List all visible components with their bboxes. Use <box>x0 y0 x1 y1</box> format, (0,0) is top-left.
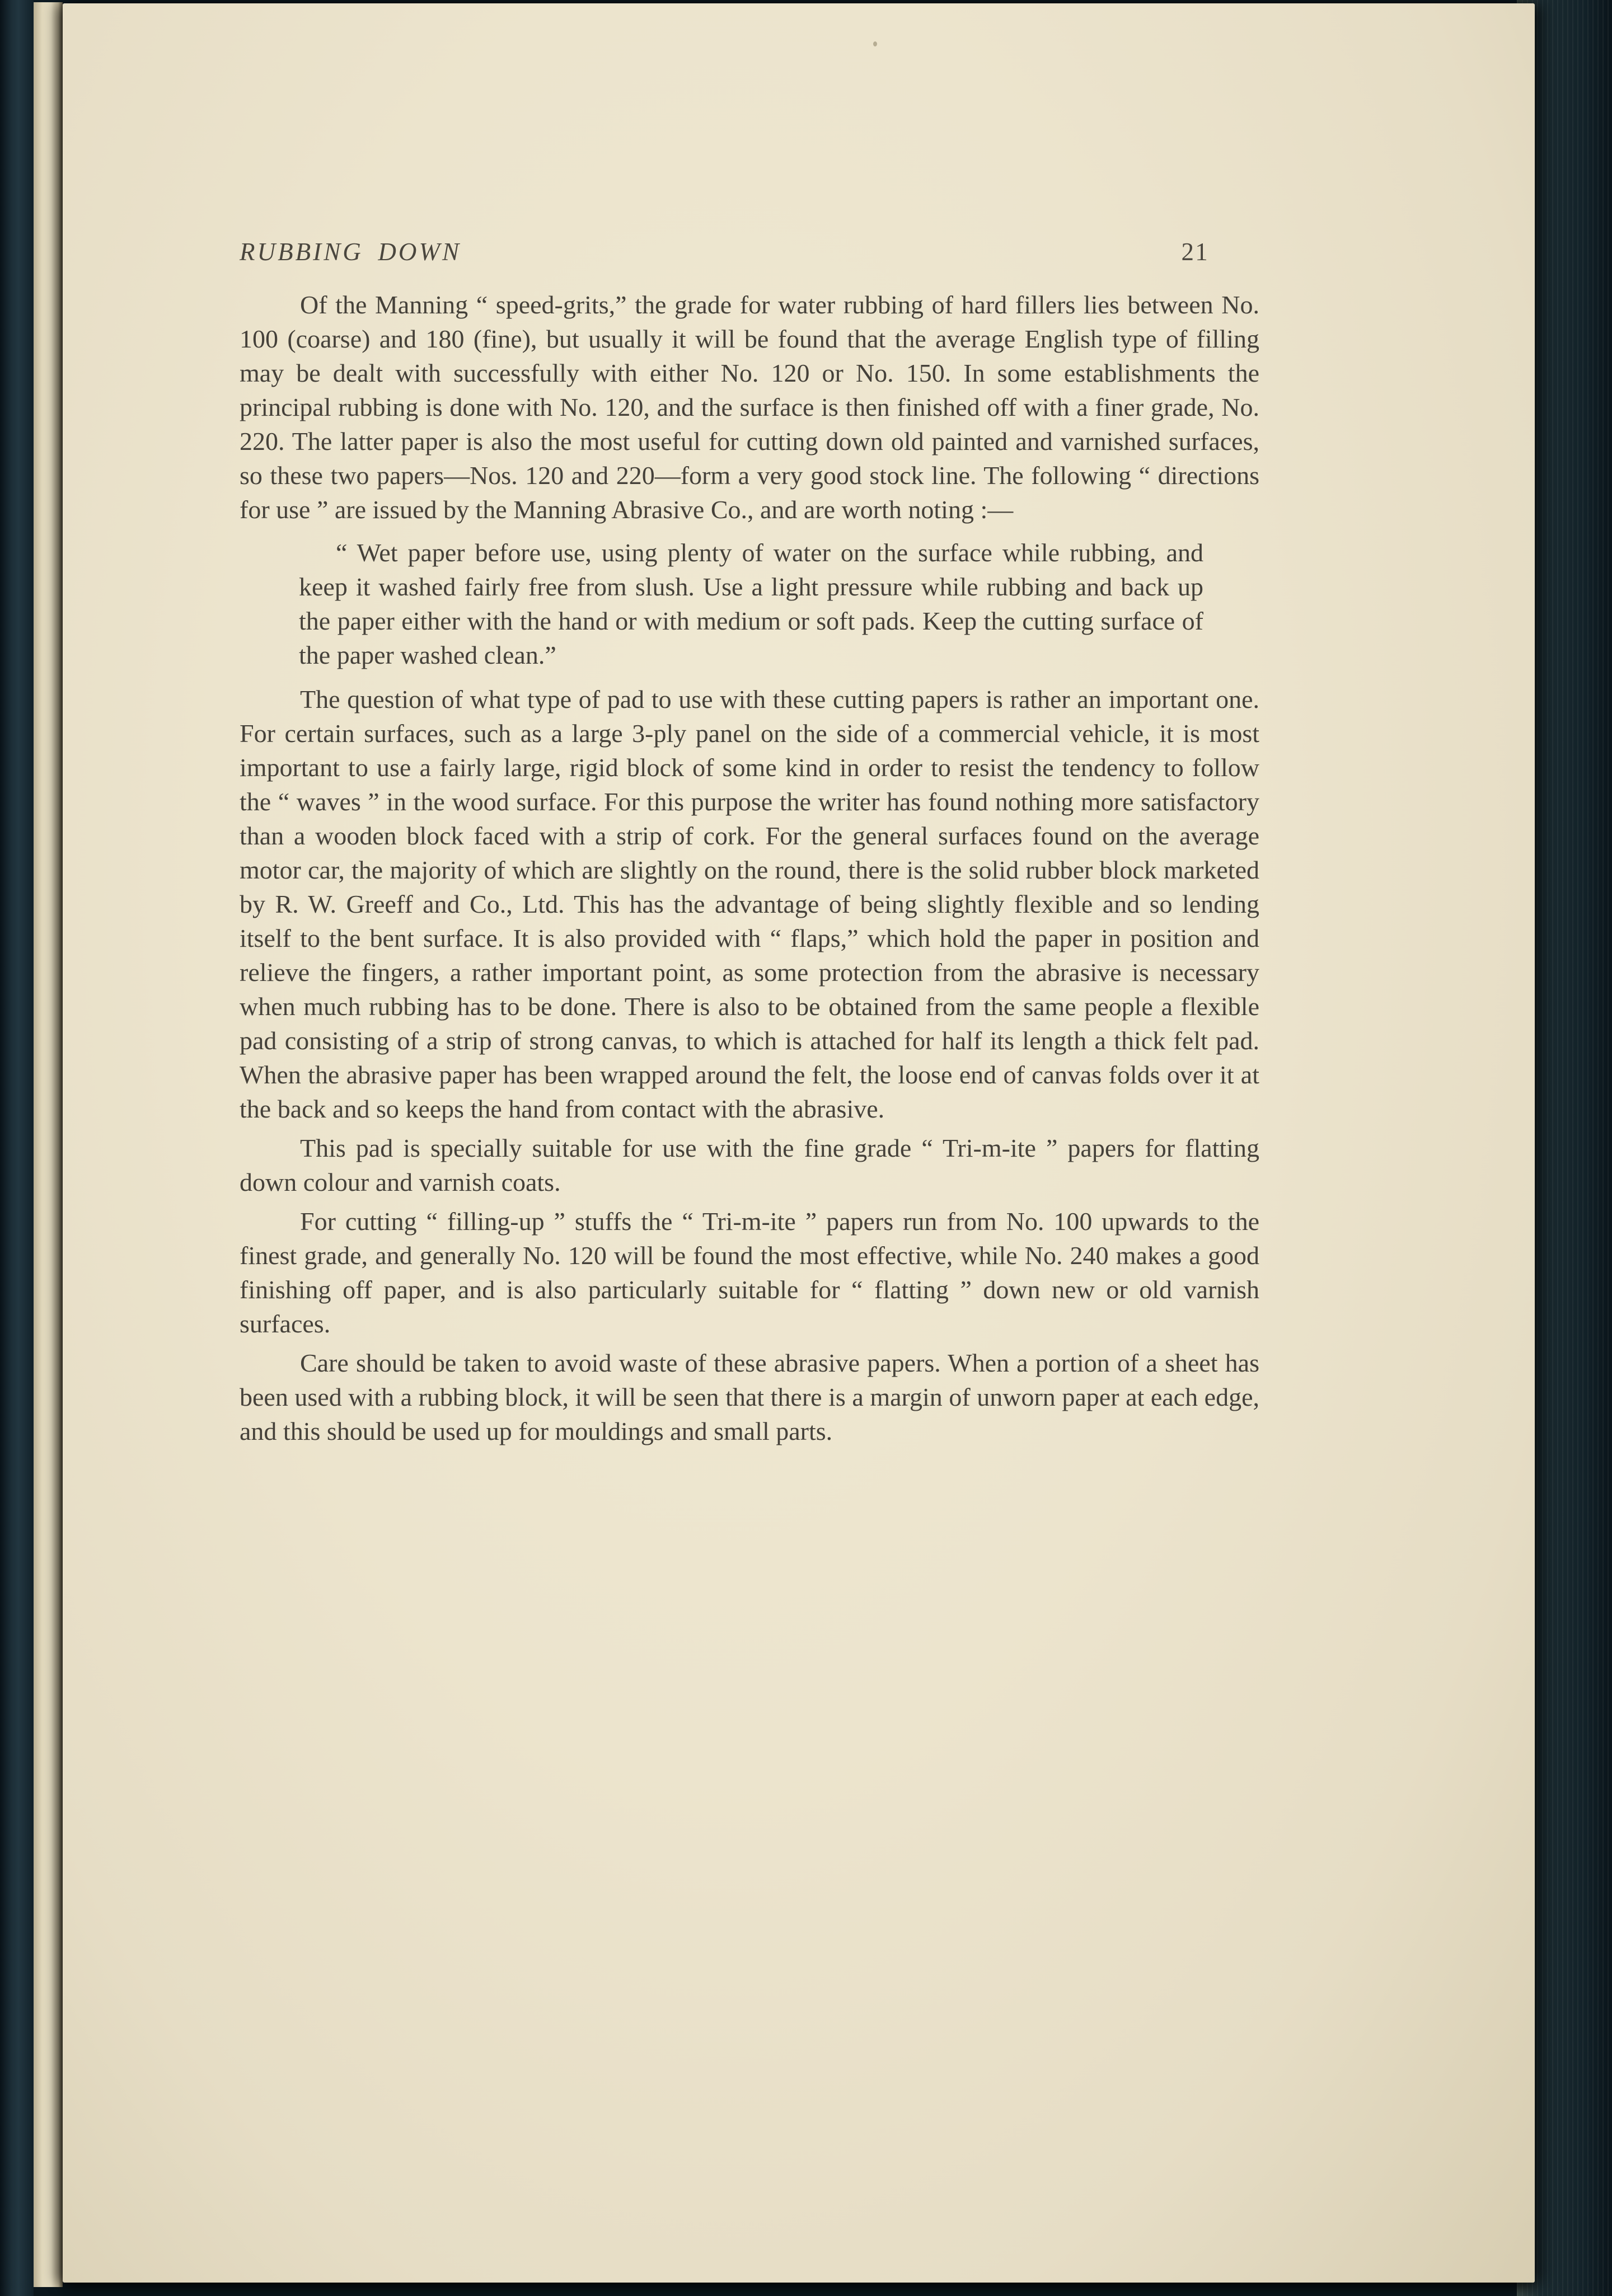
blockquote-directions-for-use: “ Wet paper before use, using plenty of water on the surface while rubbing, and keep it washed fairly free from slush. Use a light pressure while rubbing and back up the paper either with the hand or with medium or soft pads. Keep the cutting surface of the paper washed clean.” <box>299 538 1203 669</box>
paragraph-manning-speed-grits: Of the Manning “ speed-grits,” the grade for water rubbing of hard fillers lies between No. 100 (coarse) and 180 (fine), but usually it will be found that the average English type of filling may be dealt with successfully with either No. 120 or No. 150. In some establishments the principal rubbing is done with No. 120, and the surface is then finished off with a finer grade, No. 220. The latter paper is also the most useful for cutting down old painted and varnished surfaces, so these two papers—Nos. 120 and 220—form a very good stock line. The following “ directions for use ” are issued by the Manning Abrasive Co., and are worth noting :— <box>240 290 1259 524</box>
page-header <box>240 237 1259 266</box>
paragraph-tri-m-ite-pad: This pad is specially suitable for use with the fine grade “ Tri-m-ite ” papers for flatting down colour and varnish coats. <box>240 1134 1259 1196</box>
text-block <box>240 288 1259 1448</box>
running-title: RUBBING DOWN <box>240 238 462 266</box>
scan-speck <box>873 41 877 46</box>
paragraph-pad-question: The question of what type of pad to use with these cutting papers is rather an important one. For certain surfaces, such as a large 3-ply panel on the side of a commercial vehicle, it is most important to use a fairly large, rigid block of some kind in order to resist the tendency to follow the “ waves ” in the wood surface. For this purpose the writer has found nothing more satisfactory than a wooden block faced with a strip of cork. For the general surfaces found on the average motor car, the majority of which are slightly on the round, there is the solid rubber block marketed by R. W. Greeff and Co., Ltd. This has the advantage of being slightly flexible and so lending itself to the bent surface. It is also provided with “ flaps,” which hold the paper in position and relieve the fingers, a rather important point, as some protection from the abrasive is necessary when much rubbing has to be done. There is also to be obtained from the same people a flexible pad consisting of a strip of strong canvas, to which is attached for half its length a thick felt pad. When the abrasive paper has been wrapped around the felt, the loose end of canvas folds over it at the back and so keeps the hand from contact with the abrasive. <box>240 685 1259 1123</box>
page-fold-strip <box>34 2 63 2287</box>
page-number: 21 <box>1181 238 1209 266</box>
book-page <box>63 3 1535 2283</box>
paragraph-filling-up-stuffs: For cutting “ filling-up ” stuffs the “ Tri-m-ite ” papers run from No. 100 upwards to the finest grade, and generally No. 120 will be found the most effective, while No. 240 makes a good finishing off paper, and is also particularly suitable for “ flatting ” down new or old varnish surfaces. <box>240 1207 1259 1338</box>
book-spine-left <box>0 0 34 2296</box>
paragraph-avoid-waste: Care should be taken to avoid waste of these abrasive papers. When a portion of a sheet has been used with a rubbing block, it will be seen that there is a margin of unworn paper at each edge, and this should be used up for mouldings and small parts. <box>240 1349 1259 1445</box>
